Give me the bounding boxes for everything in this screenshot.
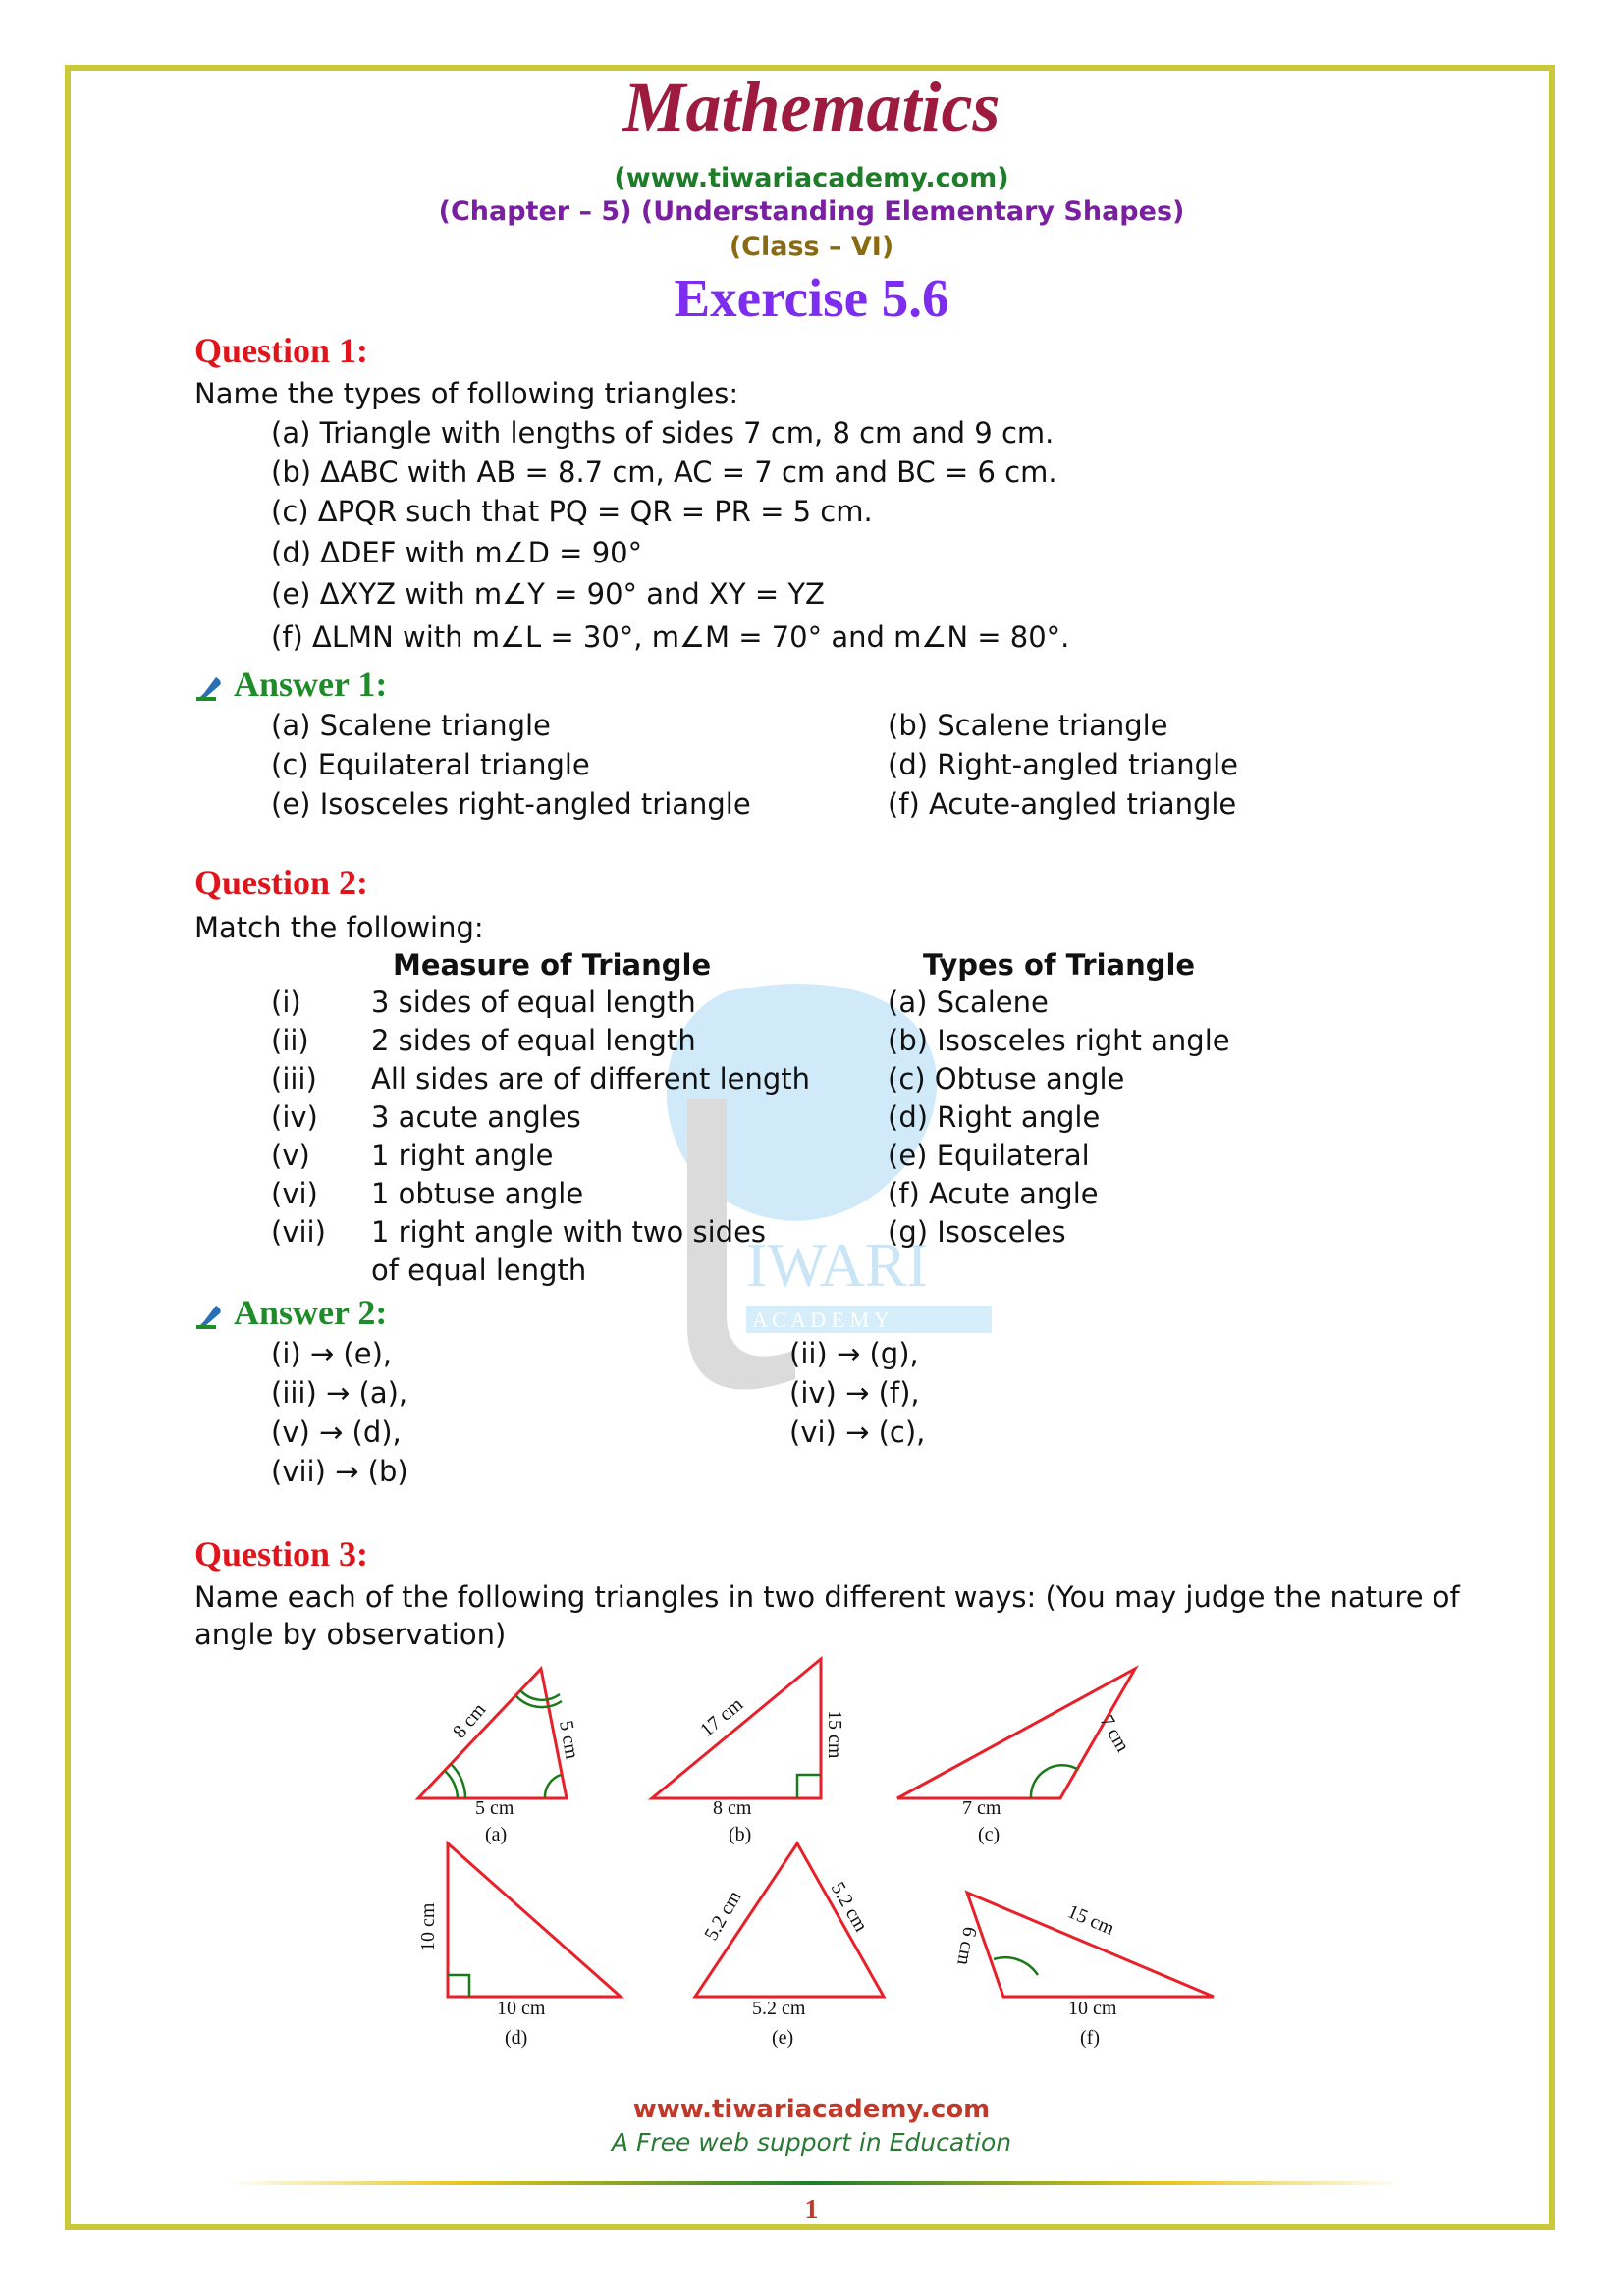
side-label: 8 cm: [448, 1698, 491, 1743]
match-type: (d) Right angle: [888, 1100, 1101, 1134]
match-num: (v): [271, 1139, 310, 1172]
side-label: 5 cm: [555, 1719, 583, 1761]
triangle-a: [418, 1669, 567, 1798]
answer-2-item: (iii) → (a),: [271, 1376, 408, 1410]
match-measure: 3 acute angles: [371, 1100, 581, 1134]
question-1-heading: Question 1:: [194, 331, 369, 370]
match-measure: 3 sides of equal length: [371, 986, 696, 1019]
answer-2-item: (v) → (d),: [271, 1415, 402, 1449]
header-class: (Class – VI): [729, 232, 894, 262]
answer-1-item: (a) Scalene triangle: [271, 709, 551, 742]
match-type: (a) Scalene: [888, 986, 1049, 1019]
column-header-measure: Measure of Triangle: [393, 948, 712, 982]
triangle-d: [448, 1843, 621, 1997]
question-1-item: (b) ΔABC with AB = 8.7 cm, AC = 7 cm and BC = 6 cm.: [271, 455, 1057, 489]
question-1-item: (a) Triangle with lengths of sides 7 cm, 8 cm and 9 cm.: [271, 416, 1055, 450]
watermark-subtext: A C A D E M Y: [752, 1308, 890, 1332]
figure-caption: (e): [772, 2027, 794, 2049]
match-type: (e) Equilateral: [888, 1139, 1090, 1172]
match-type: (b) Isosceles right angle: [888, 1024, 1230, 1057]
match-type: (c) Obtuse angle: [888, 1062, 1125, 1095]
match-num: (vi): [271, 1177, 318, 1210]
angle-mark-f: [994, 1957, 1038, 1975]
match-type: (g) Isosceles: [888, 1215, 1066, 1249]
answer-1-item: (f) Acute-angled triangle: [888, 787, 1237, 821]
question-1-item: (c) ΔPQR such that PQ = QR = PR = 5 cm.: [271, 495, 873, 528]
answer-2-item: (iv) → (f),: [789, 1376, 920, 1410]
side-label: 10 cm: [417, 1902, 439, 1951]
answer-2-item: (vii) → (b): [271, 1455, 408, 1488]
page-title: Mathematics: [622, 68, 1001, 146]
figure-caption: (c): [978, 1824, 1001, 1845]
match-num: (vii): [271, 1215, 326, 1249]
match-measure: 1 right angle with two sides: [371, 1215, 767, 1249]
match-measure: 2 sides of equal length: [371, 1024, 696, 1057]
side-label: 10 cm: [497, 1998, 546, 2019]
angle-mark-a: [445, 1771, 458, 1798]
match-num: (iv): [271, 1100, 318, 1134]
column-header-types: Types of Triangle: [923, 948, 1196, 982]
side-label: 8 cm: [713, 1797, 752, 1819]
answer-2-item: (vi) → (c),: [789, 1415, 926, 1449]
match-num: (ii): [271, 1024, 309, 1057]
side-label: 17 cm: [696, 1693, 748, 1741]
angle-mark-a: [520, 1690, 560, 1700]
match-measure: 1 obtuse angle: [371, 1177, 584, 1210]
match-measure: All sides are of different length: [371, 1062, 811, 1095]
side-label: 15 cm: [824, 1710, 845, 1759]
side-label: 7 cm: [962, 1797, 1001, 1819]
question-1-item: (f) ΔLMN with m∠L = 30°, m∠M = 70° and m∠N = 80°.: [271, 620, 1070, 654]
figure-caption: (b): [729, 1824, 752, 1845]
triangle-b: [652, 1659, 821, 1798]
figure-caption: (f): [1080, 2027, 1100, 2049]
page-number: 1: [804, 2195, 819, 2225]
answer-2-item: (ii) → (g),: [789, 1337, 919, 1370]
side-label: 5.2 cm: [752, 1998, 806, 2019]
figure-caption: (a): [485, 1824, 508, 1845]
exercise-title: Exercise 5.6: [674, 268, 949, 328]
right-angle-mark-b: [797, 1775, 821, 1798]
answer-2-item: (i) → (e),: [271, 1337, 393, 1370]
side-label: 7 cm: [1095, 1711, 1134, 1756]
figure-caption: (d): [505, 2027, 528, 2049]
question-3-heading: Question 3:: [194, 1534, 369, 1574]
answer-2-heading: Answer 2:: [194, 1292, 387, 1333]
triangle-c: [897, 1669, 1135, 1798]
answer-1-item: (c) Equilateral triangle: [271, 748, 590, 781]
match-measure-continued: of equal length: [371, 1254, 587, 1287]
match-measure: 1 right angle: [371, 1139, 554, 1172]
answer-1-item: (b) Scalene triangle: [888, 709, 1168, 742]
question-2-heading: Question 2:: [194, 863, 369, 902]
side-label: 5.2 cm: [700, 1887, 746, 1945]
question-1-prompt: Name the types of following triangles:: [194, 377, 739, 410]
answer-1-heading: Answer 1:: [194, 664, 387, 705]
match-num: (i): [271, 986, 301, 1019]
match-type: (f) Acute angle: [888, 1177, 1099, 1210]
answer-1-item: (d) Right-angled triangle: [888, 748, 1238, 781]
side-label: 10 cm: [1068, 1998, 1117, 2019]
question-2-prompt: Match the following:: [194, 911, 484, 944]
header-website: (www.tiwariacademy.com): [614, 163, 1009, 193]
side-label: 6 cm: [952, 1925, 981, 1967]
match-num: (iii): [271, 1062, 317, 1095]
question-1-item: (d) ΔDEF with m∠D = 90°: [271, 536, 643, 569]
question-3-prompt: angle by observation): [194, 1618, 507, 1651]
side-label: 15 cm: [1064, 1900, 1118, 1940]
answer-1-item: (e) Isosceles right-angled triangle: [271, 787, 751, 821]
side-label: 5.2 cm: [826, 1878, 872, 1936]
footer-divider: [226, 2181, 1404, 2185]
question-1-item: (e) ΔXYZ with m∠Y = 90° and XY = YZ: [271, 577, 825, 611]
right-angle-mark-d: [448, 1975, 469, 1997]
question-3-prompt: Name each of the following triangles in two different ways: (You may judge the nature of: [194, 1580, 1460, 1614]
footer-url[interactable]: www.tiwariacademy.com: [632, 2095, 991, 2124]
header-chapter: (Chapter – 5) (Understanding Elementary Shapes): [438, 196, 1185, 227]
footer-tagline: A Free web support in Education: [611, 2128, 1012, 2157]
angle-mark-a: [545, 1775, 561, 1798]
watermark-text: IWARI: [746, 1230, 928, 1300]
side-label: 5 cm: [475, 1797, 514, 1819]
